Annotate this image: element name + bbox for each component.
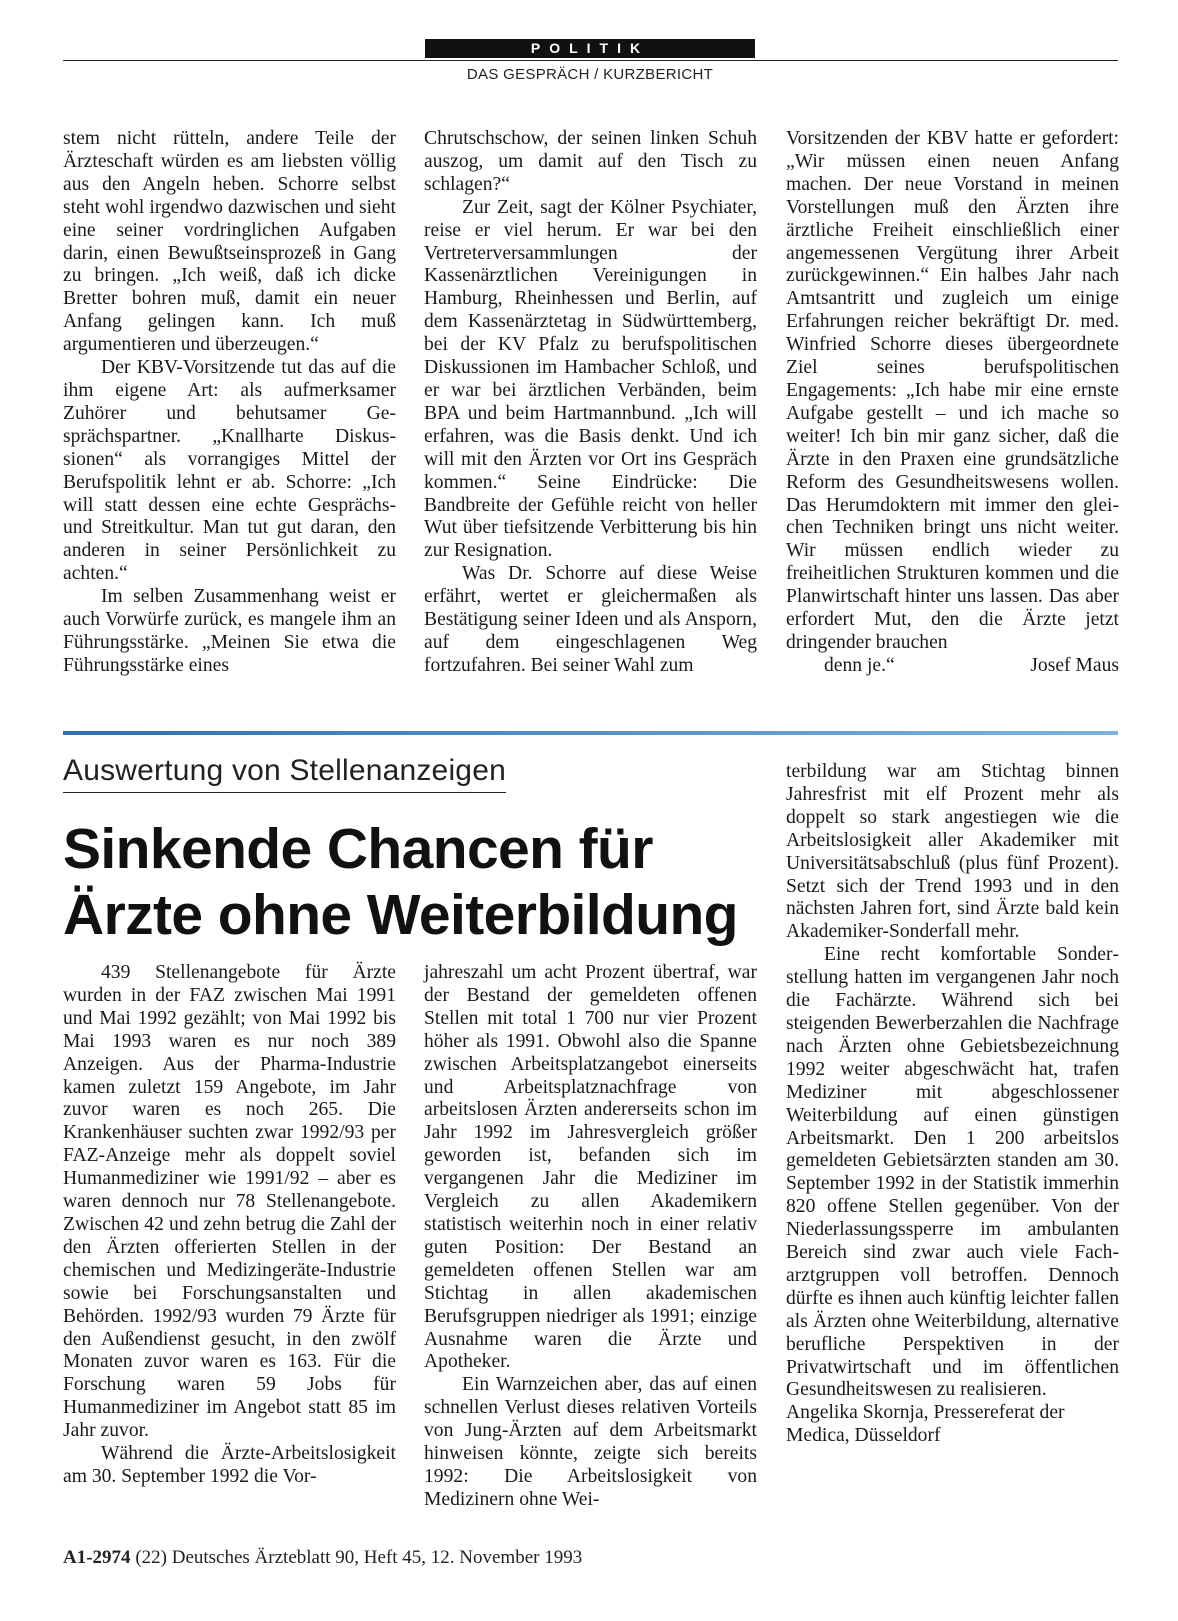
subsection-label: DAS GESPRÄCH / KURZBERICHT (466, 66, 714, 83)
issue-info: (22) Deutsches Ärzteblatt 90, Heft 45, 12. November 1993 (135, 1547, 583, 1568)
headline-line-1: Sinkende Chancen für (63, 817, 653, 881)
article-kicker: Auswertung von Stellenanzeigen (63, 754, 506, 793)
paragraph: Während die Ärzte-Arbeitslosigkeit am 30. September 1992 die Vor- (63, 1443, 396, 1487)
closing-text: denn je.“ (824, 654, 895, 676)
author-byline: Josef Maus (1030, 654, 1119, 676)
article1-column-2 (424, 128, 757, 678)
headline-line-2: Ärzte ohne Weiterbildung (63, 883, 738, 947)
article-divider (63, 731, 1118, 735)
article-headline (63, 816, 763, 948)
article2-column-2 (424, 962, 757, 1512)
paragraph: Der KBV-Vorsitzende tut das auf die ihm eigene Art: als aufmerksamer Zuhörer und behutsamer Gesprächspartner. „Knallharte Diskussionen“ als vorrangiges Mittel der Berufspolitik lehnt er ab. Schorre: „Ich will statt dessen eine echte Gesprächs- und Streitkultur. Man tut gut daran, den anderen in seiner Persönlichkeit zu achten.“ (63, 357, 396, 585)
page-code: A1-2974 (63, 1547, 131, 1568)
paragraph: Im selben Zusammenhang weist er auch Vorwürfe zurück, es mangele ihm an Führungsstärke. „Meinen Sie etwa die Führungsstärke eines (63, 586, 396, 676)
article1-column-3 (786, 128, 1119, 678)
page-footer (63, 1547, 582, 1569)
paragraph: Zur Zeit, sagt der Kölner Psychiater, reise er viel herum. Er war bei den Vertreterversammlungen der Kassenärztlichen Vereinigungen in Hamburg, Rheinhessen und Berlin, auf dem Kassenärztetag in Südwürttemberg, bei der KV Pfalz zu berufspolitischen Diskussionen im Hambacher Schloß, und er war bei ärztlichen Verbänden, beim BPA und beim Hartmannbund. „Ich will erfahren, was die Basis denkt. Und ich will mit den Ärzten vor Ort ins Gespräch kommen.“ Seine Eindrücke: Die Bandbreite der Gefühle reicht von heller Wut über tiefsitzende Verbitterung bis hin zur Resignation. (424, 196, 757, 562)
author-byline: Angelika Skornja, Pressereferat der Medica, Düsseldorf (786, 1402, 1065, 1447)
header-rule (63, 60, 1118, 61)
paragraph: Ein Warnzeichen aber, das auf einen schnellen Verlust dieses relativen Vorteils von Jung-Ärzten auf dem Arbeitsmarkt hinweisen könnte, zeigte sich bereits 1992: Die Arbeitslosigkeit von Medizinern ohne Wei- (424, 1374, 757, 1510)
section-label: POLITIK (425, 39, 755, 58)
paragraph: Eine recht komfortable Sonderstellung hatten im vergangenen Jahr noch die Fachärzte. Während sich bei steigenden Bewerberzahlen die Nachfrage nach Ärzten ohne Gebietsbezeichnung 1992 weiter abgeschwächt hat, trafen Mediziner mit abgeschlossener Weiterbildung auf einen günstigen Arbeitsmarkt. Den 1 200 arbeitslos gemeldeten Gebietsärzten standen am 30. September 1992 in der Statistik immerhin 820 offene Stellen gegenüber. Von der Niederlassungssperre im ambulanten Bereich sind zwar auch viele Facharztgruppen voll betroffen. Dennoch dürfte es ihnen auch künftig leichter fallen als Ärzten ohne Weiterbildung, alternative berufliche Perspektiven in der Privatwirtschaft und im öffentlichen Gesundheitswesen zu realisieren. (786, 944, 1119, 1401)
article1-column-1 (63, 128, 396, 678)
paragraph: 439 Stellenangebote für Ärzte wurden in der FAZ zwischen Mai 1991 und Mai 1992 gezählt; von Mai 1992 bis Mai 1993 waren es nur noch 389 Anzeigen. Aus der Pharma-Industrie kamen zuletzt 159 Angebote, im Jahr zuvor waren es noch 265. Die Krankenhäuser suchten zwar 1992/93 per FAZ-Anzeige mehr als doppelt soviel Humanmediziner wie 1991/92 – aber es waren dennoch nur 78 Stellenangebote. Zwischen 42 und zehn betrug die Zahl der den Ärzten offerierten Stellen in der chemischen und Medizingeräte-Industrie sowie bei Forschungsanstalten und Behörden. 1992/93 wurden 79 Ärzte für den Außendienst gesucht, in den zwölf Monaten zuvor waren es 163. Für die Forschung waren 59 Jobs für Humanmediziner im Angebot statt 85 im Jahr zuvor. (63, 962, 396, 1442)
paragraph: Was Dr. Schorre auf diese Weise erfährt, wertet er gleichermaßen als Bestätigung seiner Ideen und als Ansporn, auf dem eingeschlagenen Weg fortzufahren. Bei seiner Wahl zum (424, 563, 757, 676)
paragraph: Chrutschschow, der seinen linken Schuh auszog, um damit auf den Tisch zu schlagen?“ (424, 128, 757, 195)
closing-line (786, 655, 1119, 678)
article2-column-3 (786, 761, 1119, 1448)
paragraph: terbildung war am Stichtag binnen Jahresfrist mit elf Prozent mehr als doppelt so stark angestiegen wie die Arbeitslosigkeit aller Akademiker mit Universitätsabschluß (plus fünf Prozent). Setzt sich der Trend 1993 und in den nächsten Jahren fort, sind Ärzte bald kein Akademiker-Sonderfall mehr. (786, 761, 1119, 943)
paragraph: jahreszahl um acht Prozent übertraf, war der Bestand der gemeldeten offenen Stellen mit total 1 700 nur vier Prozent höher als 1991. Obwohl also die Spanne zwischen Arbeitsplatzangebot einerseits und Arbeitsplatznachfrage von arbeitslosen Ärzten andererseits schon im Jahr 1992 im Jahresvergleich größer geworden ist, befanden sich im vergangenen Jahr die Mediziner im Vergleich zu allen Akademikern statistisch weiterhin noch in einer relativ guten Position: Der Bestand an gemeldeten offenen Stellen war am Stichtag in allen akademischen Berufsgruppen niedriger als 1991; einzige Ausnahme waren die Ärzte und Apotheker. (424, 962, 757, 1373)
article2-column-1 (63, 962, 396, 1489)
paragraph: stem nicht rütteln, andere Teile der Ärzteschaft würden es am liebsten völlig aus den Angeln heben. Schorre selbst steht wohl irgendwo dazwischen und sieht eine seiner vordringlichen Aufgaben darin, einen Bewußtseinsprozeß in Gang zu bringen. „Ich weiß, daß ich dicke Bretter bohren muß, damit ein neuer Anfang gelingen kann. Ich muß argumentieren und überzeugen.“ (63, 128, 396, 356)
paragraph: Vorsitzenden der KBV hatte er gefordert: „Wir müssen einen neuen Anfang machen. Der neue Vorstand in meinen Vorstellungen muß den Ärzten ihre ärztliche Freiheit einschließlich einer angemessenen Vergütung ihrer Arbeit zurückgewinnen.“ Ein halbes Jahr nach Amtsantritt und zugleich um einige Erfahrungen reicher bekräftigt Dr. med. Winfried Schorre dieses übergeordnete Ziel seines berufspolitischen Engagements: „Ich habe mir eine ernste Aufgabe gestellt – und ich mache so weiter! Ich bin mir ganz sicher, daß die Ärzte in den Praxen eine grundsätzliche Reform des Gesundheitswesens wollen. Das Herumdoktern mit immer den gleichen Techniken bringt uns nicht weiter. Wir müssen endlich wieder zu freiheitlichen Strukturen kommen und die Planwirtschaft hinter uns lassen. Das aber erfordert Mut, den die Ärzte jetzt dringender brauchen (786, 128, 1119, 653)
